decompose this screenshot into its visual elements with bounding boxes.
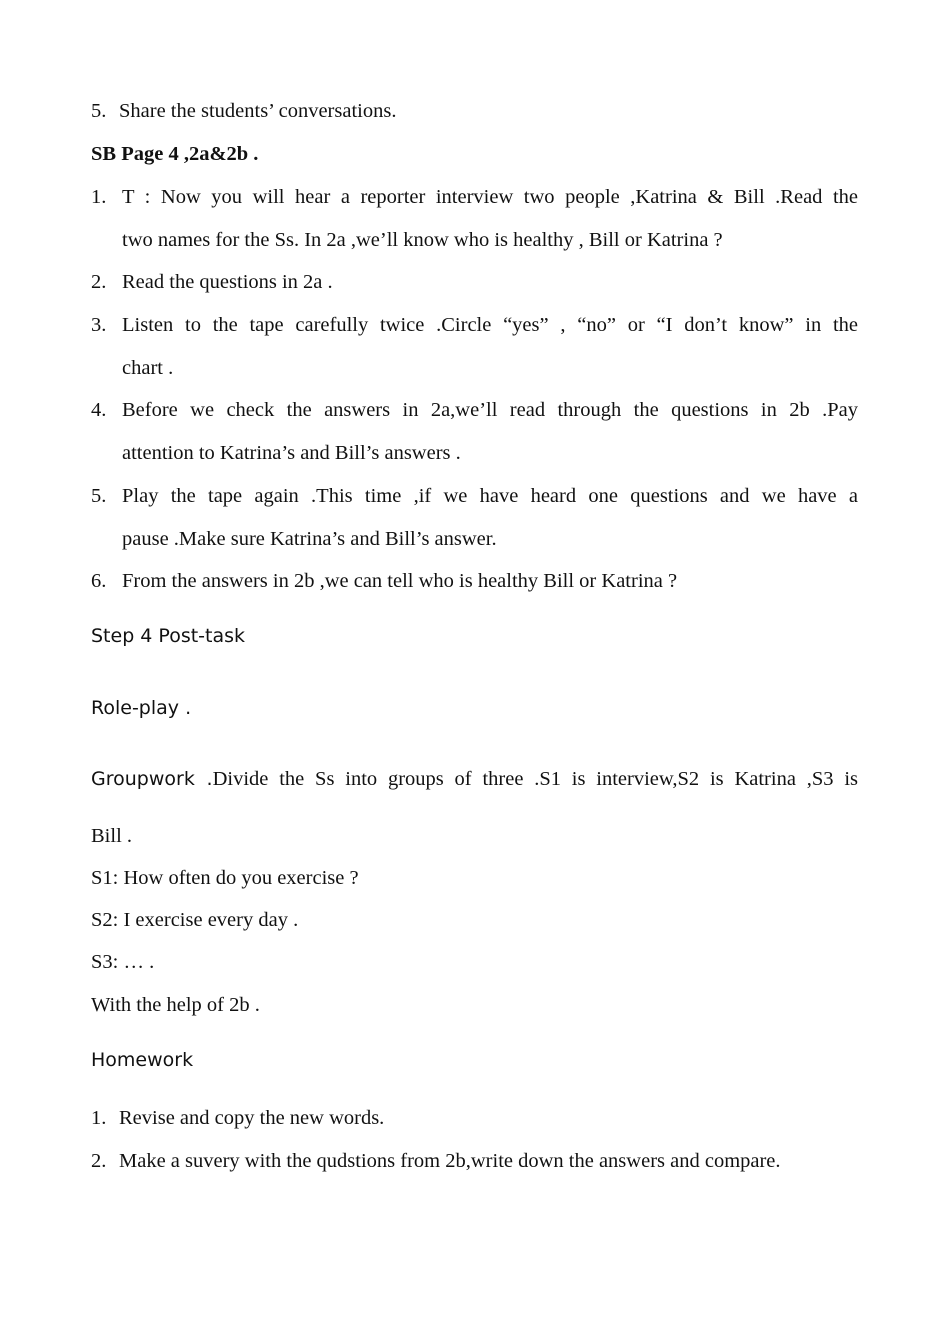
list-item-text: Share the students’ conversations. <box>119 100 397 122</box>
list-item-text: chart . <box>122 357 174 379</box>
step-heading: Step 4 Post-task <box>91 625 246 647</box>
list-number: 1. <box>91 186 107 208</box>
homework-heading: Homework <box>91 1049 194 1071</box>
list-item-text: Before we check the answers in 2a,we’ll read through the questions in 2b .Pay <box>122 399 858 421</box>
dialogue-line: S2: I exercise every day . <box>91 909 299 931</box>
list-number: 5. <box>91 485 107 507</box>
list-item-text: two names for the Ss. In 2a ,we’ll know who is healthy , Bill or Katrina ? <box>122 229 723 251</box>
list-number: 2. <box>91 1150 107 1172</box>
dialogue-line: With the help of 2b . <box>91 994 260 1016</box>
list-item-text: pause .Make sure Katrina’s and Bill’s answer. <box>122 528 497 550</box>
section-heading-sb: SB Page 4 ,2a&2b . <box>91 143 259 165</box>
list-item-text: Read the questions in 2a . <box>122 271 333 293</box>
list-item-text: T : Now you will hear a reporter interview two people ,Katrina & Bill .Read the <box>122 186 858 208</box>
groupwork-text: Divide the Ss into groups of three .S1 is interview,S2 is Katrina ,S3 is <box>212 768 858 790</box>
list-item-text: Play the tape again .This time ,if we have heard one questions and we have a <box>122 485 858 507</box>
list-number: 6. <box>91 570 107 592</box>
list-number: 1. <box>91 1107 107 1129</box>
list-number: 4. <box>91 399 107 421</box>
list-item-text: attention to Katrina’s and Bill’s answers . <box>122 442 461 464</box>
groupwork-paragraph <box>91 768 858 791</box>
roleplay-heading: Role-play . <box>91 697 192 719</box>
list-item-text: Listen to the tape carefully twice .Circle “yes” , “no” or “I don’t know” in the <box>122 314 858 336</box>
dialogue-line: S3: … . <box>91 951 155 973</box>
groupwork-continuation: Bill . <box>91 825 133 847</box>
list-number: 5. <box>91 100 107 122</box>
groupwork-label: Groupwork . <box>91 768 213 790</box>
dialogue-line: S1: How often do you exercise ? <box>91 867 359 889</box>
list-item-text: From the answers in 2b ,we can tell who is healthy Bill or Katrina ? <box>122 570 678 592</box>
list-number: 3. <box>91 314 107 336</box>
homework-item: Make a suvery with the qudstions from 2b,write down the answers and compare. <box>119 1150 781 1172</box>
homework-item: Revise and copy the new words. <box>119 1107 385 1129</box>
list-number: 2. <box>91 271 107 293</box>
